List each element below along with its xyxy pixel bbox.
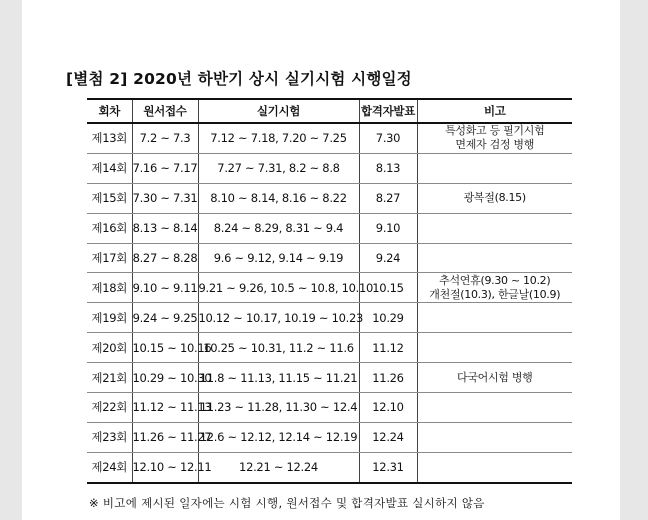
header-note: 비고 xyxy=(417,99,572,123)
note-line: 개천절(10.3), 한글날(10.9) xyxy=(429,287,561,301)
table-row xyxy=(87,452,572,482)
application-cell: 7.2 ~ 7.3 xyxy=(132,123,198,153)
application-cell: 7.30 ~ 7.31 xyxy=(132,183,198,213)
result-cell: 9.10 xyxy=(359,213,417,243)
footnote: ※ 비고에 제시된 일자에는 시험 시행, 원서접수 및 합격자발표 실시하지 않음 xyxy=(89,496,485,510)
table-row xyxy=(87,393,572,423)
note-line: 광복절(8.15) xyxy=(463,191,526,205)
exam-cell: 7.27 ~ 7.31, 8.2 ~ 8.8 xyxy=(198,153,359,183)
result-cell: 12.10 xyxy=(359,393,417,423)
exam-cell: 10.12 ~ 10.17, 10.19 ~ 10.23 xyxy=(198,303,359,333)
round-cell: 제15회 xyxy=(87,183,132,213)
document-title: [별첨 2] 2020년 하반기 상시 실기시험 시행일정 xyxy=(66,70,412,88)
table-body xyxy=(87,123,572,483)
note-cell xyxy=(417,123,572,153)
note-cell xyxy=(417,273,572,303)
application-cell: 12.10 ~ 12.11 xyxy=(132,452,198,482)
note-cell xyxy=(417,213,572,243)
exam-cell: 7.12 ~ 7.18, 7.20 ~ 7.25 xyxy=(198,123,359,153)
application-cell: 10.29 ~ 10.30 xyxy=(132,363,198,393)
note-line: 특성화고 등 필기시험 xyxy=(445,124,545,138)
note-cell xyxy=(417,393,572,423)
result-cell: 8.13 xyxy=(359,153,417,183)
note-cell xyxy=(417,183,572,213)
application-cell: 8.13 ~ 8.14 xyxy=(132,213,198,243)
result-cell: 10.15 xyxy=(359,273,417,303)
application-cell: 8.27 ~ 8.28 xyxy=(132,243,198,273)
table-row xyxy=(87,153,572,183)
header-round: 회차 xyxy=(87,99,132,123)
table-row xyxy=(87,183,572,213)
exam-cell: 9.6 ~ 9.12, 9.14 ~ 9.19 xyxy=(198,243,359,273)
result-cell: 12.31 xyxy=(359,452,417,482)
note-cell xyxy=(417,243,572,273)
header-result: 합격자발표 xyxy=(359,99,417,123)
table-row xyxy=(87,333,572,363)
table-header-row xyxy=(87,99,572,123)
result-cell: 11.12 xyxy=(359,333,417,363)
round-cell: 제16회 xyxy=(87,213,132,243)
round-cell: 제17회 xyxy=(87,243,132,273)
round-cell: 제24회 xyxy=(87,452,132,482)
note-cell xyxy=(417,153,572,183)
application-cell: 11.12 ~ 11.13 xyxy=(132,393,198,423)
result-cell: 11.26 xyxy=(359,363,417,393)
note-cell xyxy=(417,452,572,482)
table-row xyxy=(87,213,572,243)
result-cell: 12.24 xyxy=(359,422,417,452)
note-cell xyxy=(417,422,572,452)
note-line: 다국어시험 병행 xyxy=(457,370,533,384)
round-cell: 제13회 xyxy=(87,123,132,153)
table-row xyxy=(87,273,572,303)
round-cell: 제21회 xyxy=(87,363,132,393)
application-cell: 7.16 ~ 7.17 xyxy=(132,153,198,183)
application-cell: 9.10 ~ 9.11 xyxy=(132,273,198,303)
note-line: 추석연휴(9.30 ~ 10.2) xyxy=(439,273,551,287)
exam-cell: 11.23 ~ 11.28, 11.30 ~ 12.4 xyxy=(198,393,359,423)
result-cell: 10.29 xyxy=(359,303,417,333)
note-cell xyxy=(417,363,572,393)
table-row xyxy=(87,303,572,333)
round-cell: 제22회 xyxy=(87,393,132,423)
table-row xyxy=(87,422,572,452)
schedule-table xyxy=(87,98,572,484)
result-cell: 7.30 xyxy=(359,123,417,153)
exam-cell: 10.25 ~ 10.31, 11.2 ~ 11.6 xyxy=(198,333,359,363)
application-cell: 10.15 ~ 10.16 xyxy=(132,333,198,363)
table-row xyxy=(87,123,572,153)
exam-cell: 8.10 ~ 8.14, 8.16 ~ 8.22 xyxy=(198,183,359,213)
application-cell: 9.24 ~ 9.25 xyxy=(132,303,198,333)
round-cell: 제18회 xyxy=(87,273,132,303)
exam-cell: 11.8 ~ 11.13, 11.15 ~ 11.21 xyxy=(198,363,359,393)
exam-cell: 9.21 ~ 9.26, 10.5 ~ 10.8, 10.10 xyxy=(198,273,359,303)
exam-cell: 8.24 ~ 8.29, 8.31 ~ 9.4 xyxy=(198,213,359,243)
header-application: 원서접수 xyxy=(132,99,198,123)
result-cell: 8.27 xyxy=(359,183,417,213)
result-cell: 9.24 xyxy=(359,243,417,273)
table-row xyxy=(87,243,572,273)
exam-cell: 12.6 ~ 12.12, 12.14 ~ 12.19 xyxy=(198,422,359,452)
note-cell xyxy=(417,303,572,333)
note-line: 면제자 검정 병행 xyxy=(455,138,535,152)
application-cell: 11.26 ~ 11.27 xyxy=(132,422,198,452)
header-exam: 실기시험 xyxy=(198,99,359,123)
round-cell: 제23회 xyxy=(87,422,132,452)
note-cell xyxy=(417,333,572,363)
table-row xyxy=(87,363,572,393)
exam-cell: 12.21 ~ 12.24 xyxy=(198,452,359,482)
round-cell: 제20회 xyxy=(87,333,132,363)
round-cell: 제14회 xyxy=(87,153,132,183)
round-cell: 제19회 xyxy=(87,303,132,333)
